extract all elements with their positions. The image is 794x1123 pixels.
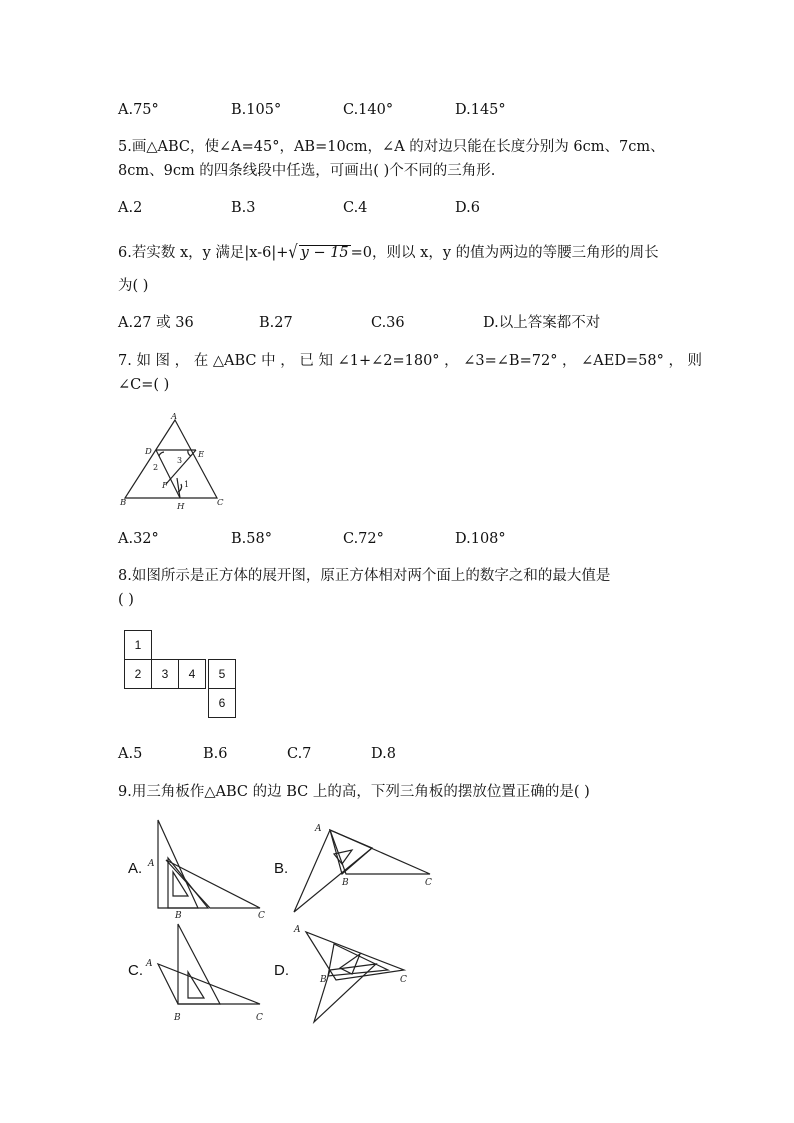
q7-label-c: C	[217, 498, 224, 508]
q9-choice-a-label: A.	[128, 860, 143, 877]
q7-option-d: D.108°	[455, 531, 506, 547]
q9-b-label-c: C	[425, 878, 432, 888]
q9-a-label-a: A	[148, 859, 155, 869]
q5-question-line1: 5.画△ABC，使∠A=45°，AB=10cm，∠A 的对边只能在长度分别为 6cm、7cm、	[118, 139, 665, 155]
q9-choice-b-label: B.	[274, 860, 289, 877]
q6-radicand: y − 15	[300, 245, 349, 261]
q9-figure-c	[142, 918, 277, 1025]
q9-d-label-a: A	[294, 925, 301, 935]
q9-c-label-c: C	[256, 1013, 263, 1023]
q4-option-b: B.105°	[231, 102, 282, 118]
q6-question-line2: 为( )	[118, 278, 149, 294]
q9-figure-a	[142, 816, 277, 921]
q7-option-c: C.72°	[343, 531, 384, 547]
q4-option-d: D.145°	[455, 102, 506, 118]
q7-question-line1: 7. 如 图 ， 在 △ABC 中 ， 已 知 ∠1+∠2=180° ， ∠3=∠B=72° ， ∠AED=58° ， 则	[118, 353, 703, 369]
q7-label-d: D	[145, 447, 152, 457]
q5-option-a: A.2	[118, 200, 143, 216]
q6-option-b: B.27	[259, 315, 293, 331]
q6-suffix: =0，则以 x，y 的值为两边的等腰三角形的周长	[350, 245, 659, 261]
q9-b-label-a: A	[315, 824, 322, 834]
q7-option-a: A.32°	[118, 531, 159, 547]
q9-a-label-b: B	[175, 911, 182, 921]
q5-option-b: B.3	[231, 200, 256, 216]
q9-d-label-b: B	[320, 975, 327, 985]
q7-option-b: B.58°	[231, 531, 272, 547]
q6-option-d: D.以上答案都不对	[483, 315, 601, 331]
q7-label-e: E	[198, 450, 205, 460]
q6-question-line1	[118, 244, 659, 262]
q7-angle-3: 3	[177, 456, 183, 465]
q4-option-a: A.75°	[118, 102, 159, 118]
cube-face-3: 3	[151, 659, 179, 689]
q9-figure-d	[290, 918, 420, 1028]
q7-triangle-figure	[118, 408, 230, 514]
q9-choice-c-label: C.	[128, 962, 143, 979]
q9-d-label-c: C	[400, 975, 407, 985]
cube-face-4: 4	[178, 659, 206, 689]
q7-question-line2: ∠C=( )	[118, 377, 170, 393]
q7-label-b: B	[120, 498, 127, 508]
q5-option-c: C.4	[343, 200, 368, 216]
q6-option-c: C.36	[371, 315, 405, 331]
q9-choice-d-label: D.	[274, 962, 289, 979]
cube-face-2: 2	[124, 659, 152, 689]
q6-prefix: 6.若实数 x，y 满足|x-6|+	[118, 245, 289, 261]
cube-face-1: 1	[124, 630, 152, 660]
q9-figure-b	[290, 816, 440, 921]
q7-label-h: H	[177, 502, 185, 512]
q7-angle-1: 1	[184, 480, 190, 489]
cube-face-5: 5	[208, 659, 236, 689]
q8-question-line1: 8.如图所示是正方体的展开图，原正方体相对两个面上的数字之和的最大值是	[118, 568, 611, 584]
q9-b-label-b: B	[342, 878, 349, 888]
q9-c-label-b: B	[174, 1013, 181, 1023]
q8-option-b: B.6	[203, 746, 228, 762]
q9-a-label-c: C	[258, 911, 265, 921]
q8-option-c: C.7	[287, 746, 312, 762]
q8-option-d: D.8	[371, 746, 396, 762]
q7-angle-2: 2	[153, 463, 159, 472]
q9-c-label-a: A	[146, 959, 153, 969]
sqrt-icon: √	[288, 243, 298, 263]
q7-label-f: F	[162, 481, 168, 491]
q5-question-line2: 8cm、9cm 的四条线段中任选，可画出( )个不同的三角形.	[118, 163, 496, 179]
q9-question-line1: 9.用三角板作△ABC 的边 BC 上的高，下列三角板的摆放位置正确的是( )	[118, 784, 590, 800]
q5-option-d: D.6	[455, 200, 480, 216]
q8-question-line2: ( )	[118, 592, 134, 608]
q6-option-a: A.27 或 36	[118, 315, 194, 331]
q4-option-c: C.140°	[343, 102, 394, 118]
cube-face-6: 6	[208, 688, 236, 718]
q8-option-a: A.5	[118, 746, 143, 762]
q7-label-a: A	[171, 412, 178, 422]
